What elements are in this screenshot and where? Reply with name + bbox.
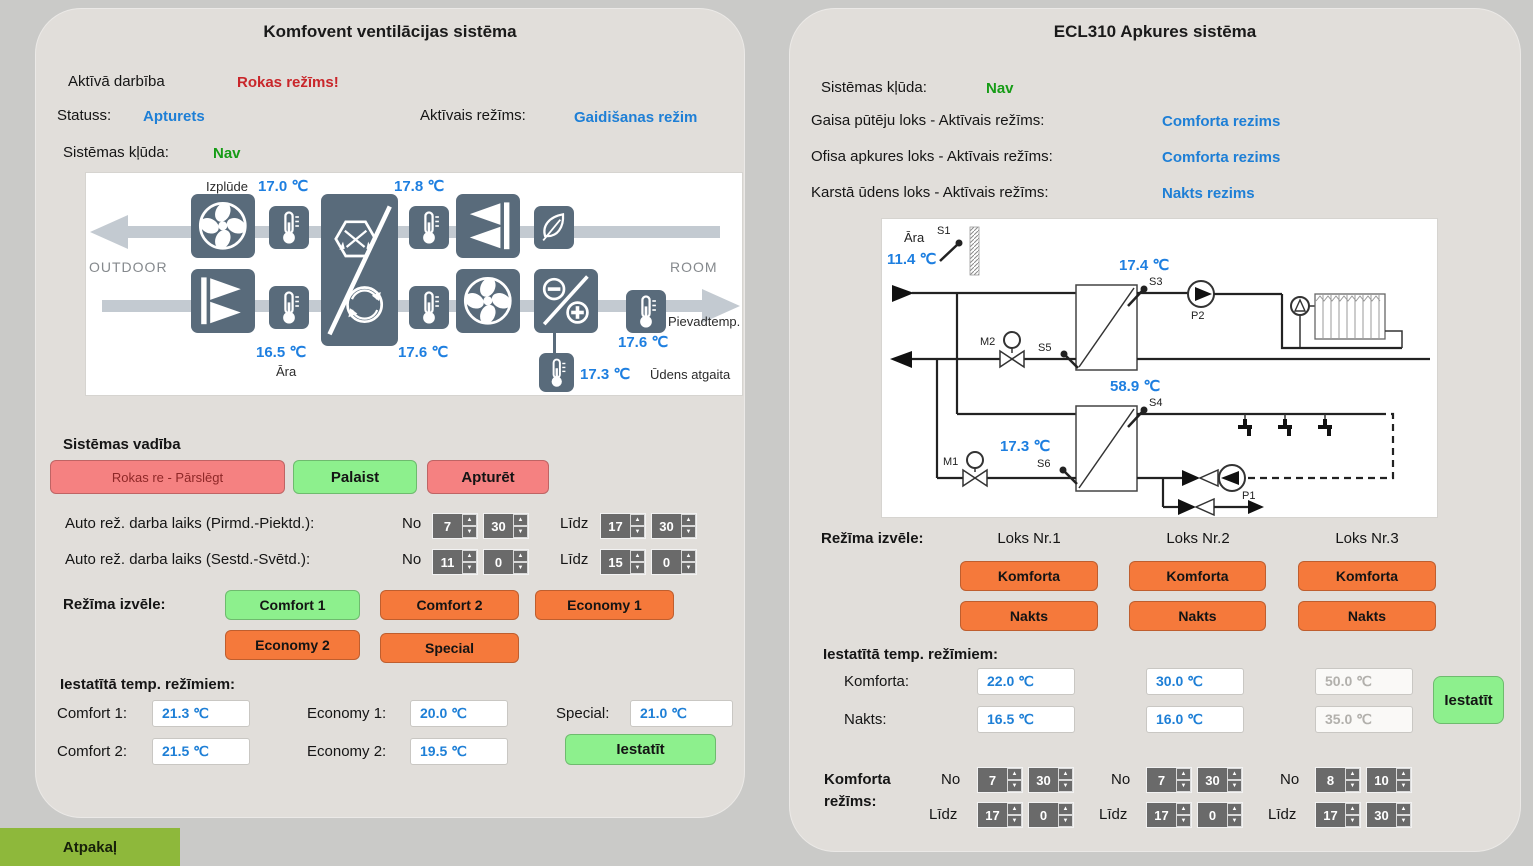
spin-up-button[interactable]: ▲ bbox=[1176, 768, 1191, 780]
comfort1-setpoint-input[interactable] bbox=[152, 700, 250, 727]
supply-temp: 17.6 ℃ bbox=[618, 334, 669, 351]
loop2-night-button[interactable]: Nakts bbox=[1129, 601, 1266, 631]
spin-down-button[interactable]: ▼ bbox=[1058, 815, 1073, 827]
start-button[interactable]: Palaist bbox=[293, 460, 417, 494]
valve-m1-actuator bbox=[967, 452, 983, 468]
sensor-s1-label: S1 bbox=[937, 225, 951, 237]
status-value: Apturets bbox=[143, 108, 205, 125]
hot-water-temp: 58.9 ℃ bbox=[1110, 378, 1161, 395]
hours-value[interactable]: 15 bbox=[601, 550, 630, 574]
exhaust-temp: 17.0 ℃ bbox=[258, 178, 309, 195]
spin-up-button[interactable]: ▲ bbox=[462, 514, 477, 526]
sensor-s4-dot bbox=[1141, 407, 1148, 414]
spin-up-button[interactable]: ▲ bbox=[630, 514, 645, 526]
spin-up-button[interactable]: ▲ bbox=[1007, 803, 1022, 815]
minutes-value[interactable]: 0 bbox=[1029, 803, 1058, 827]
hours-value[interactable]: 7 bbox=[978, 768, 1007, 792]
set-temperatures-button[interactable]: Iestatīt bbox=[1433, 676, 1504, 724]
setpoints-title: Iestatītā temp. režīmiem: bbox=[60, 676, 236, 693]
spin-up-button[interactable]: ▲ bbox=[1227, 803, 1242, 815]
spin-down-button[interactable]: ▼ bbox=[1345, 815, 1360, 827]
outdoor-temp: 11.4 ℃ bbox=[887, 251, 937, 268]
outdoor-air-label: Āra bbox=[276, 364, 297, 379]
loop2-header: Loks Nr.2 bbox=[1166, 530, 1230, 547]
until-label: Līdz bbox=[1268, 806, 1297, 823]
spin-down-button[interactable]: ▼ bbox=[1176, 815, 1191, 827]
economy2-setpoint-input[interactable] bbox=[410, 738, 508, 765]
exhaust-fan-icon bbox=[191, 194, 255, 258]
hours-value[interactable]: 7 bbox=[433, 514, 462, 538]
ventilation-panel-title: Komfovent ventilācijas sistēma bbox=[263, 22, 517, 41]
after-exchanger-bottom-temp: 17.6 ℃ bbox=[398, 344, 449, 361]
spin-up-button[interactable]: ▲ bbox=[1345, 768, 1360, 780]
spin-up-button[interactable]: ▲ bbox=[1007, 768, 1022, 780]
spin-up-button[interactable]: ▲ bbox=[681, 550, 696, 562]
flow-arrow bbox=[1248, 500, 1264, 514]
loop2-comfort-setpoint-input[interactable] bbox=[1146, 668, 1244, 695]
system-error-value: Nav bbox=[986, 80, 1014, 97]
weekday-from-time-spinner bbox=[432, 513, 529, 539]
comfort-schedule-label-line1: Komforta bbox=[824, 771, 891, 788]
intake-damper-icon bbox=[191, 269, 255, 333]
supply-air-temp: 17.4 ℃ bbox=[1119, 257, 1170, 274]
loop1-night-button[interactable]: Nakts bbox=[960, 601, 1098, 631]
exhaust-damper-icon bbox=[456, 194, 520, 258]
air-loop-mode: Comforta rezims bbox=[1162, 113, 1281, 130]
hot-water-loop-label: Karstā ūdens loks - Aktīvais režīms: bbox=[811, 184, 1049, 201]
return-arrow bbox=[890, 351, 912, 368]
mode-button-special[interactable]: Special bbox=[380, 633, 519, 663]
sensor-s1-dot bbox=[956, 240, 963, 247]
loop1-comfort-setpoint-input[interactable] bbox=[977, 668, 1075, 695]
special-setpoint-label: Special: bbox=[556, 705, 610, 722]
spin-down-button[interactable]: ▼ bbox=[1227, 815, 1242, 827]
until-label: Līdz bbox=[929, 806, 958, 823]
stop-button[interactable]: Apturēt bbox=[427, 460, 549, 494]
spin-up-button[interactable]: ▲ bbox=[1176, 803, 1191, 815]
economy1-setpoint-input[interactable] bbox=[410, 700, 508, 727]
spin-down-button[interactable]: ▼ bbox=[630, 526, 645, 538]
valve-m2-label: M2 bbox=[980, 336, 996, 348]
weekend-from-time-spinner bbox=[432, 549, 529, 575]
outdoor-label: OUTDOOR bbox=[89, 259, 168, 275]
loop1-comfort-button[interactable]: Komforta bbox=[960, 561, 1098, 591]
until-label: Līdz bbox=[560, 515, 589, 532]
ventilation-panel bbox=[35, 8, 745, 818]
loop3-comfort-button[interactable]: Komforta bbox=[1298, 561, 1436, 591]
minutes-value[interactable]: 30 bbox=[1029, 768, 1058, 792]
spin-down-button[interactable]: ▼ bbox=[1058, 780, 1073, 792]
loop3-night-setpoint-input bbox=[1315, 706, 1413, 733]
heater-cooler-icon bbox=[534, 269, 598, 333]
supply-fan-icon bbox=[456, 269, 520, 333]
spin-down-button[interactable]: ▼ bbox=[1345, 780, 1360, 792]
manual-mode-toggle-button[interactable]: Rokas re - Pārslēgt bbox=[50, 460, 285, 494]
valve-m2-actuator bbox=[1004, 332, 1020, 348]
loop3-night-button[interactable]: Nakts bbox=[1298, 601, 1436, 631]
comfort-row-label: Komforta: bbox=[844, 673, 910, 690]
mode-select-label: Režīma izvēle: bbox=[821, 530, 924, 547]
active-mode-label: Aktīvais režīms: bbox=[420, 107, 526, 124]
water-return-temp: 17.3 ℃ bbox=[580, 366, 631, 383]
spin-up-button[interactable]: ▲ bbox=[1058, 768, 1073, 780]
office-loop-mode: Comforta rezims bbox=[1162, 149, 1281, 166]
tap-icon bbox=[1238, 414, 1252, 436]
spin-down-button[interactable]: ▼ bbox=[1007, 780, 1022, 792]
sensor-s5-label: S5 bbox=[1038, 342, 1052, 354]
room-label: ROOM bbox=[670, 259, 718, 275]
valve-m1-label: M1 bbox=[943, 456, 959, 468]
tap-icon bbox=[1318, 414, 1332, 436]
from-label: No bbox=[1111, 771, 1131, 788]
special-setpoint-input[interactable] bbox=[630, 700, 733, 727]
thermometer-icon bbox=[269, 206, 309, 249]
spin-down-button[interactable]: ▼ bbox=[1227, 780, 1242, 792]
spin-up-button[interactable]: ▲ bbox=[1345, 803, 1360, 815]
loop2-comfort-until-spinner bbox=[1146, 802, 1243, 828]
hours-value[interactable]: 17 bbox=[1147, 803, 1176, 827]
outdoor-temp: 16.5 ℃ bbox=[256, 344, 307, 361]
wall-hatch bbox=[970, 227, 979, 275]
loop1-night-setpoint-input[interactable] bbox=[977, 706, 1075, 733]
until-label: Līdz bbox=[560, 551, 589, 568]
system-error-value: Nav bbox=[213, 145, 241, 162]
hours-value[interactable]: 7 bbox=[1147, 768, 1176, 792]
exhaust-airflow-arrow bbox=[90, 215, 720, 249]
mode-button-comfort1[interactable]: Comfort 1 bbox=[225, 590, 360, 620]
heating-schematic bbox=[882, 219, 1437, 517]
loop3-header: Loks Nr.3 bbox=[1335, 530, 1399, 547]
return-temp: 17.3 ℃ bbox=[1000, 438, 1051, 455]
loop1-comfort-from-spinner bbox=[977, 767, 1074, 793]
comfort2-setpoint-input[interactable] bbox=[152, 738, 250, 765]
loop3-comfort-until-spinner bbox=[1315, 802, 1412, 828]
loop1-comfort-until-spinner bbox=[977, 802, 1074, 828]
minutes-value[interactable]: 10 bbox=[1367, 768, 1396, 792]
spin-down-button[interactable]: ▼ bbox=[681, 562, 696, 574]
system-error-label: Sistēmas kļūda: bbox=[821, 79, 927, 96]
hours-value[interactable]: 11 bbox=[433, 550, 462, 574]
thermometer-icon bbox=[269, 286, 309, 329]
minutes-value[interactable]: 0 bbox=[1198, 803, 1227, 827]
spin-up-button[interactable]: ▲ bbox=[513, 514, 528, 526]
loop2-comfort-from-spinner bbox=[1146, 767, 1243, 793]
hours-value[interactable]: 17 bbox=[1316, 803, 1345, 827]
until-label: Līdz bbox=[1099, 806, 1128, 823]
spin-down-button[interactable]: ▼ bbox=[462, 562, 477, 574]
sensor-s6-label: S6 bbox=[1037, 458, 1051, 470]
thermometer-icon bbox=[409, 286, 449, 329]
pump-p2-label: P2 bbox=[1191, 310, 1205, 322]
back-button[interactable]: Atpakaļ bbox=[0, 828, 180, 866]
active-operation-label: Aktīvā darbība bbox=[68, 73, 165, 90]
sensor-s4-label: S4 bbox=[1149, 397, 1163, 409]
leaf-icon bbox=[534, 206, 574, 249]
minutes-value[interactable]: 0 bbox=[652, 550, 681, 574]
supply-thermometer-icon bbox=[626, 290, 666, 333]
weekday-until-time-spinner bbox=[600, 513, 697, 539]
spin-down-button[interactable]: ▼ bbox=[513, 526, 528, 538]
from-label: No bbox=[402, 515, 422, 532]
mode-button-comfort2[interactable]: Comfort 2 bbox=[380, 590, 519, 620]
thermometer-icon bbox=[409, 206, 449, 249]
air-loop-label: Gaisa pūtēju loks - Aktīvais režīms: bbox=[811, 112, 1045, 129]
spin-up-button[interactable]: ▲ bbox=[1396, 768, 1411, 780]
weekend-until-time-spinner bbox=[600, 549, 697, 575]
spin-down-button[interactable]: ▼ bbox=[1396, 780, 1411, 792]
system-error-label: Sistēmas kļūda: bbox=[63, 144, 169, 161]
comfort1-setpoint-label: Comfort 1: bbox=[57, 705, 128, 722]
schedule-weekend-label: Auto rež. darba laiks (Sestd.-Svētd.): bbox=[65, 551, 311, 568]
loop2-comfort-button[interactable]: Komforta bbox=[1129, 561, 1266, 591]
mode-select-label: Režīma izvēle: bbox=[63, 596, 166, 613]
spin-up-button[interactable]: ▲ bbox=[513, 550, 528, 562]
supply-temp-label: Pievadtemp. bbox=[668, 314, 741, 329]
spin-down-button[interactable]: ▼ bbox=[681, 526, 696, 538]
exhaust-label: Izplūde bbox=[206, 179, 248, 194]
heating-diagram bbox=[881, 218, 1438, 518]
set-temperatures-button[interactable]: Iestatīt bbox=[565, 734, 716, 765]
minutes-value[interactable]: 0 bbox=[484, 550, 513, 574]
check-valve-icon bbox=[1178, 499, 1196, 515]
spin-up-button[interactable]: ▲ bbox=[1058, 803, 1073, 815]
hot-water-loop-mode: Nakts rezims bbox=[1162, 185, 1255, 202]
from-label: No bbox=[1280, 771, 1300, 788]
spin-up-button[interactable]: ▲ bbox=[681, 514, 696, 526]
hours-value[interactable]: 8 bbox=[1316, 768, 1345, 792]
heating-panel-title: ECL310 Apkures sistēma bbox=[1053, 22, 1257, 41]
night-row-label: Nakts: bbox=[844, 711, 887, 728]
hours-value[interactable]: 17 bbox=[978, 803, 1007, 827]
schedule-weekday-label: Auto rež. darba laiks (Pirmd.-Piektd.): bbox=[65, 515, 315, 532]
loop1-header: Loks Nr.1 bbox=[997, 530, 1061, 547]
check-valve-icon bbox=[1182, 470, 1200, 486]
loop2-night-setpoint-input[interactable] bbox=[1146, 706, 1244, 733]
setpoints-title: Iestatītā temp. režīmiem: bbox=[823, 646, 999, 663]
spin-up-button[interactable]: ▲ bbox=[462, 550, 477, 562]
sensor-s3-label: S3 bbox=[1149, 276, 1163, 288]
economy2-setpoint-label: Economy 2: bbox=[307, 743, 387, 760]
spin-up-button[interactable]: ▲ bbox=[1227, 768, 1242, 780]
spin-down-button[interactable]: ▼ bbox=[1396, 815, 1411, 827]
mode-button-economy1[interactable]: Economy 1 bbox=[535, 590, 674, 620]
spin-up-button[interactable]: ▲ bbox=[630, 550, 645, 562]
spin-down-button[interactable]: ▼ bbox=[1176, 780, 1191, 792]
office-loop-label: Ofisa apkures loks - Aktīvais režīms: bbox=[811, 148, 1053, 165]
spin-up-button[interactable]: ▲ bbox=[1396, 803, 1411, 815]
active-mode-value: Gaidišanas režim bbox=[574, 109, 698, 126]
minutes-value[interactable]: 30 bbox=[1198, 768, 1227, 792]
minutes-value[interactable]: 30 bbox=[652, 514, 681, 538]
heat-exchanger-icon bbox=[321, 194, 398, 346]
comfort-schedule-label-line2: režīms: bbox=[824, 793, 877, 810]
from-label: No bbox=[402, 551, 422, 568]
mode-button-economy2[interactable]: Economy 2 bbox=[225, 630, 360, 660]
outdoor-air-label: Āra bbox=[904, 230, 925, 245]
economy1-setpoint-label: Economy 1: bbox=[307, 705, 387, 722]
radiator-icon bbox=[1315, 294, 1385, 339]
spin-down-button[interactable]: ▼ bbox=[462, 526, 477, 538]
comfort2-setpoint-label: Comfort 2: bbox=[57, 743, 128, 760]
flow-arrow bbox=[892, 285, 914, 302]
water-return-thermometer-icon bbox=[539, 353, 574, 392]
pump-p1-label: P1 bbox=[1242, 490, 1256, 502]
loop3-comfort-setpoint-input bbox=[1315, 668, 1413, 695]
ventilation-diagram bbox=[85, 172, 743, 396]
pipe-connector bbox=[553, 331, 556, 355]
minutes-value[interactable]: 30 bbox=[1367, 803, 1396, 827]
water-return-label: Ūdens atgaita bbox=[650, 367, 731, 382]
status-label: Statuss: bbox=[57, 107, 112, 124]
spin-down-button[interactable]: ▼ bbox=[513, 562, 528, 574]
valve-m2-icon bbox=[1000, 351, 1012, 367]
heating-panel bbox=[789, 8, 1521, 852]
active-operation-value: Rokas režīms! bbox=[237, 74, 339, 91]
loop3-comfort-from-spinner bbox=[1315, 767, 1412, 793]
spin-down-button[interactable]: ▼ bbox=[1007, 815, 1022, 827]
hours-value[interactable]: 17 bbox=[601, 514, 630, 538]
from-label: No bbox=[941, 771, 961, 788]
system-control-title: Sistēmas vadība bbox=[63, 436, 181, 453]
spin-down-button[interactable]: ▼ bbox=[630, 562, 645, 574]
tap-icon bbox=[1278, 414, 1292, 436]
valve-m1-icon bbox=[963, 470, 975, 486]
minutes-value[interactable]: 30 bbox=[484, 514, 513, 538]
sensor-s3-dot bbox=[1141, 286, 1148, 293]
after-exchanger-top-temp: 17.8 ℃ bbox=[394, 178, 445, 195]
